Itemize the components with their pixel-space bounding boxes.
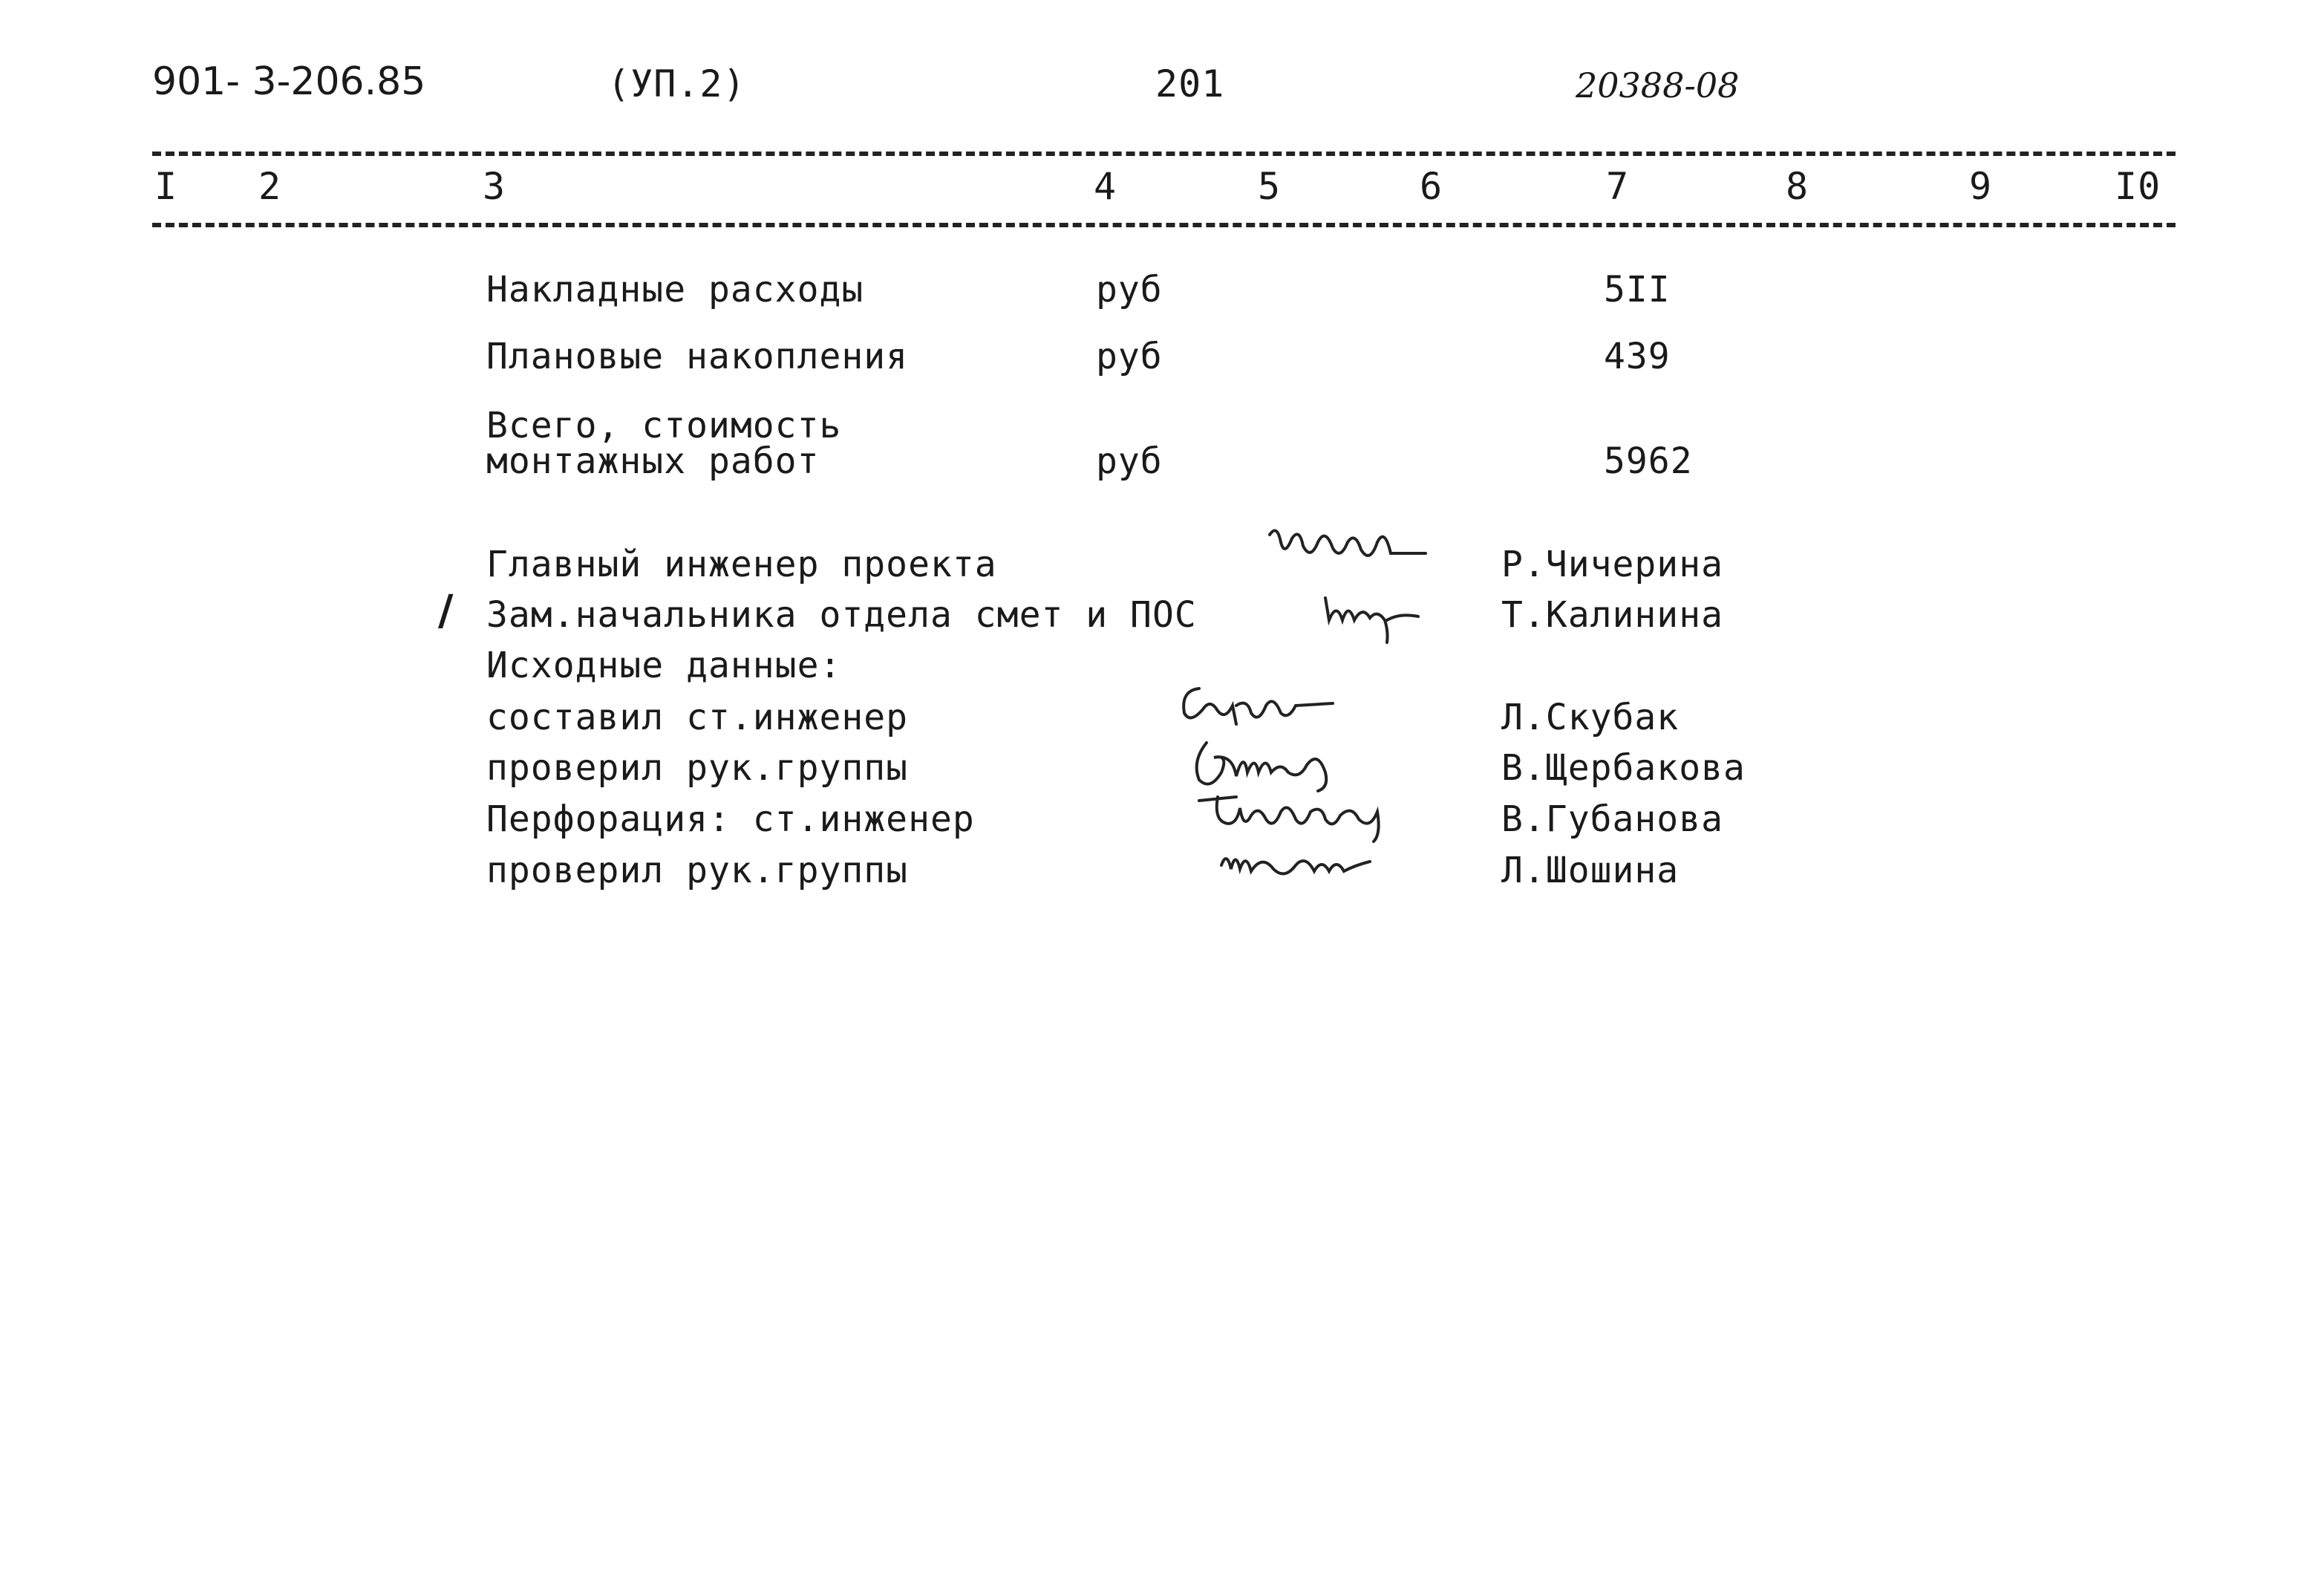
signature-position: проверил рук.группы xyxy=(486,747,909,789)
signature-position: Главный инженер проекта xyxy=(486,544,997,585)
row-name-line1: Всего, стоимость xyxy=(486,405,842,446)
bottom-dashed-rule xyxy=(152,223,2176,227)
row-name: Плановые накопления xyxy=(486,336,909,377)
signature-person: Р.Чичерина xyxy=(1501,544,1723,585)
row-unit: руб xyxy=(1096,336,1163,377)
margin-mark: / xyxy=(438,587,454,635)
column-number: 2 xyxy=(258,165,282,208)
row-unit: руб xyxy=(1096,440,1163,482)
row-value: 5II xyxy=(1604,269,1671,310)
handwritten-signature xyxy=(1218,843,1381,891)
signature-position: Зам.начальника отдела смет и ПОС xyxy=(486,594,1197,636)
handwritten-signature xyxy=(1192,786,1407,848)
row-name-line2: монтажных работ xyxy=(486,440,820,482)
page-number: 201 xyxy=(1155,62,1225,105)
archive-number: 20388-08 xyxy=(1576,65,1740,105)
row-value: 439 xyxy=(1604,336,1671,377)
handwritten-signature xyxy=(1266,520,1429,582)
column-number: 5 xyxy=(1258,165,1282,208)
column-number: 9 xyxy=(1969,165,1993,208)
row-value: 5962 xyxy=(1604,440,1693,482)
signature-person: Т.Калинина xyxy=(1501,594,1723,636)
column-number: 7 xyxy=(1606,165,1630,208)
row-name: Накладные расходы xyxy=(486,269,864,310)
signature-person: Л.Шошина xyxy=(1501,850,1680,891)
top-dashed-rule xyxy=(152,152,2176,156)
signature-position: Перфорация: ст.инженер xyxy=(486,798,975,840)
column-number: I0 xyxy=(2115,165,2161,208)
column-number: 8 xyxy=(1786,165,1809,208)
signature-position: проверил рук.группы xyxy=(486,850,909,891)
column-number: 3 xyxy=(483,165,506,208)
project-code: 901- 3-206.85 xyxy=(152,59,426,104)
handwritten-signature xyxy=(1322,587,1426,649)
album-number: (УП.2) xyxy=(607,62,746,105)
signature-person: В.Губанова xyxy=(1501,798,1723,840)
signature-person: Л.Скубак xyxy=(1501,697,1680,738)
signature-position: Исходные данные: xyxy=(486,645,842,686)
signature-position: составил ст.инженер xyxy=(486,697,909,738)
signature-person: В.Щербакова xyxy=(1501,747,1746,789)
row-unit: руб xyxy=(1096,269,1163,310)
column-number: I xyxy=(154,165,178,208)
column-number: 4 xyxy=(1094,165,1117,208)
column-number: 6 xyxy=(1420,165,1443,208)
